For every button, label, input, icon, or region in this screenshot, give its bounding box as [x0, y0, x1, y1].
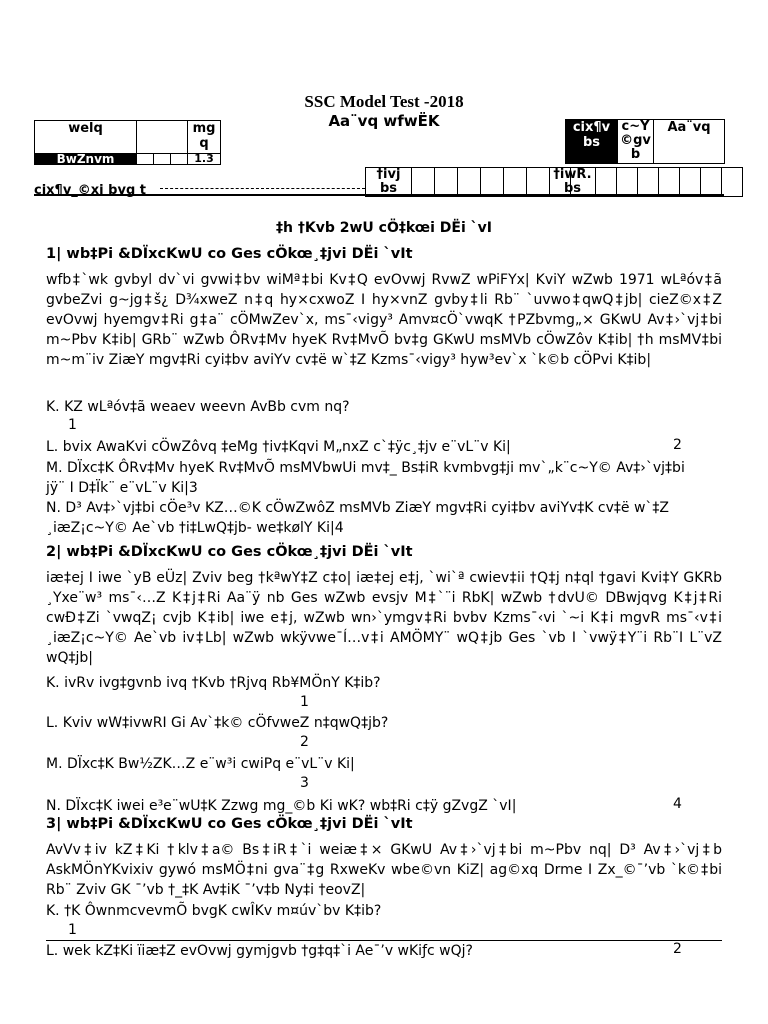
- item-mark: 3: [300, 775, 309, 791]
- question-item: [46, 397, 726, 417]
- reg-digit-cell[interactable]: [659, 168, 680, 197]
- roll-digit-cell[interactable]: [458, 168, 481, 197]
- item-label: N.: [46, 500, 61, 516]
- question-item: [46, 901, 726, 921]
- question-heading: 1| wb‡Pi &DÏxcKwU co Ges cÖkœ¸‡jvi DËi `vIt: [46, 246, 413, 262]
- exam-title: SSC Model Test -2018: [304, 92, 464, 111]
- roll-digit-cell[interactable]: [435, 168, 458, 197]
- item-label: M.: [46, 460, 63, 476]
- item-label: L.: [46, 943, 59, 959]
- item-text: DÏxc‡K Bw½ZK…Z e¨w³i cwiPq e¨vL¨v Ki|: [66, 756, 355, 772]
- item-mark: 2: [673, 437, 682, 453]
- question-heading: 2| wb‡Pi &DÏxcKwU co Ges cÖkœ¸‡jvi DËi `vIt: [46, 544, 413, 560]
- item-text: D³ Av‡›`vj‡bi cÖe³v KZ…©K cÖwZwôZ msMVb ZiæY mgv‡Ri cyi‡bv aviYv‡K cv‡ë w`‡Z ¸iæZ¡c~Y© Ae`vb †i‡LwQ‡jb- we‡kølY Ki|4: [46, 500, 670, 536]
- reg-digit-cell[interactable]: [638, 168, 659, 197]
- roll-digit-cell[interactable]: [504, 168, 527, 197]
- item-text: DÏxc‡K ÔRv‡Mv hyeK Rv‡MvÕ msMVbwUi mv‡_ Bs‡iR kvmbvg‡ji mv`„k¨c~Y© Av‡›`vj‡bi jÿ¨ I D‡Ïk¨ e¨vL¨v Ki|3: [46, 460, 685, 496]
- instruction-line: ‡h †Kvb 2wU cÖ‡kœi DËi `vI: [276, 220, 492, 236]
- item-mark: 1: [68, 922, 77, 938]
- item-label: L.: [46, 715, 59, 731]
- subject-label: welq: [35, 121, 137, 154]
- question-item: [46, 754, 726, 774]
- name-dotted-line: [160, 188, 365, 189]
- reg-digit-cell[interactable]: [617, 168, 638, 197]
- roll-digit-cell[interactable]: [412, 168, 435, 197]
- question-item: [46, 498, 722, 538]
- subject-info-box: [34, 120, 221, 165]
- history-label: BwZnvm: [35, 154, 137, 165]
- code-label: mg q: [188, 121, 221, 154]
- question-item: [46, 437, 726, 457]
- item-mark: 1: [300, 694, 309, 710]
- question-stimulus: AvVv‡iv kZ‡Ki †klv‡a© Bs‡iR‡`i weiæ‡× GKwU Av‡›`vj‡bi m~Pbv nq| D³ Av‡›`vj‡b AskMÖnYKvixiv gywó msMÖ‡ni gva¨‡g RxweKv wbe©vn KiZ| ag©xq Drme I Zx_©¯’vb `k©‡bi Rb¨ Zviv GK ¯’vb †_‡K Av‡iK ¯’v‡b Ny‡i †eovZ|: [46, 842, 722, 898]
- item-label: N.: [46, 798, 61, 814]
- roll-digit-cell[interactable]: [527, 168, 550, 197]
- item-text: DÏxc‡K iwei e³e¨wU‡K Zzwg mg_©b Ki wK? wb‡Ri c‡ÿ gZvgZ `vI|: [65, 798, 517, 814]
- item-text: bvix AwaKvi cÖwZôvq ‡eMg †iv‡Kqvi M„nxZ c`‡ÿc¸‡jv e¨vL¨v Ki|: [62, 439, 511, 455]
- full-marks-label: c~Y ©gv b: [618, 120, 654, 164]
- exam-no-label: cix¶v bs: [566, 120, 618, 164]
- item-label: K.: [46, 903, 60, 919]
- question-heading: 3| wb‡Pi &DÏxcKwU co Ges cÖkœ¸‡jvi DËi `vIt: [46, 816, 413, 832]
- item-label: K.: [46, 675, 60, 691]
- item-text: †K ÔwnmcvevmÕ bvgK cwÎKv m¤úv`bv K‡ib?: [64, 903, 382, 919]
- item-text: wek kZ‡Ki ïiæ‡Z evOvwj gymjgvb †g‡q‡`i Ae¯’v wKiƒc wQj?: [62, 943, 473, 959]
- question-item: [46, 796, 726, 816]
- registration-number-box: [549, 167, 743, 197]
- item-label: M.: [46, 756, 63, 772]
- chapter-subtitle: Aa¨vq wfwËK: [328, 112, 440, 130]
- reg-digit-cell[interactable]: [596, 168, 617, 197]
- code-digit-cells[interactable]: [137, 154, 188, 165]
- item-text: KZ wLªóv‡ã weaev weevn AvBb cvm nq?: [64, 399, 350, 415]
- reg-digit-cell[interactable]: [680, 168, 701, 197]
- subject-value-cell[interactable]: [137, 121, 188, 154]
- question-stimulus: iæ‡ej I iwe `yB eÜz| Zviv beg †kªwY‡Z c‡o| iæ‡ej e‡j, `wi`ª cwiev‡ii †Q‡j n‡ql †gavi Kvi‡Y GKRb ¸Yxe¨w³ ms¯‹…Z K‡j‡Ri Aa¨ÿ nb Ges wZwb evsjv M‡`¨i RbK| wZwb †dvU© DBwjqvg K‡j‡Ri cwÐ‡Zi `vwqZ¡ cvjb K‡ib| iwe e‡j, wZwb wn›`ymgv‡Ri bvbv Kzms¯‹vi `~i K‡i mgvR ms¯‹v‡i ¸iæZ¡c~Y© Ae`vb iv‡Lb| wZwb wkÿvwe¯Í…v‡i AMÖMY¨ wQ‡jb Ges `vb I `vwÿ‡Y¨i Rb¨I L¨vZ wQ‡jb|: [46, 570, 722, 666]
- question-item: [46, 941, 726, 961]
- roll-number-box: [365, 167, 571, 197]
- item-label: K.: [46, 399, 60, 415]
- question-stimulus: wfb‡`wk gvbyl dv`vi gvwi‡bv wiMª‡bi Kv‡Q evOvwj RvwZ wPiFYx| KviY wZwb 1971 wLªóv‡ã gvbeZvi g~jg‡š¿ D¾xweZ n‡q hy×cxwoZ I hy×vnZ gvby‡li Rb¨ `uvwo‡qwQ‡jb| cieZ©x‡Z evOvwj hyemgv‡Ri g‡a¨ cÖMwZev`x, ms¯‹vigy³ Amv¤cÖ`vwqK †PZbvmg„× GKwU Av‡›`vj‡bi m~Pbv K‡ib| GRb¨ wZwb ÔRv‡Mv hyeK Rv‡MvÕ bv‡g GKwU msMVb cÖwZôv K‡ib| †h msMV‡bi m~m¨iv ZiæY mgv‡Ri cyi‡bv aviYv cv‡ë w`‡Z Kzms¯‹vigy³ hyw³ev`x `k©b cÖPvi K‡ib|: [46, 272, 722, 368]
- reg-digit-cell[interactable]: [701, 168, 722, 197]
- item-label: L.: [46, 439, 59, 455]
- item-mark: 4: [673, 796, 682, 812]
- registration-label: †iwR. bs: [550, 168, 596, 197]
- reg-digit-cell[interactable]: [722, 168, 743, 197]
- item-text: ivRv ivg‡gvnb ivq †Kvb †Rjvq Rb¥MÖnY K‡ib?: [64, 675, 381, 691]
- item-mark: 1: [68, 417, 77, 433]
- item-text: Kviv wW‡ivwRI Gi Av`‡k© cÖfvweZ n‡qwQ‡jb?: [62, 715, 389, 731]
- question-item: [46, 673, 726, 693]
- code-value: 1.3: [188, 154, 221, 165]
- chapter-label: Aa¨vq: [654, 120, 725, 164]
- examinee-name-label: cix¶v_©xi bvg t: [34, 183, 146, 198]
- item-mark: 2: [673, 941, 682, 957]
- question-item: [46, 458, 706, 498]
- item-mark: 2: [300, 734, 309, 750]
- exam-info-box: [565, 119, 725, 164]
- question-item: [46, 713, 726, 733]
- roll-label: †ivj bs: [366, 168, 412, 197]
- roll-digit-cell[interactable]: [481, 168, 504, 197]
- header-divider: [34, 194, 724, 196]
